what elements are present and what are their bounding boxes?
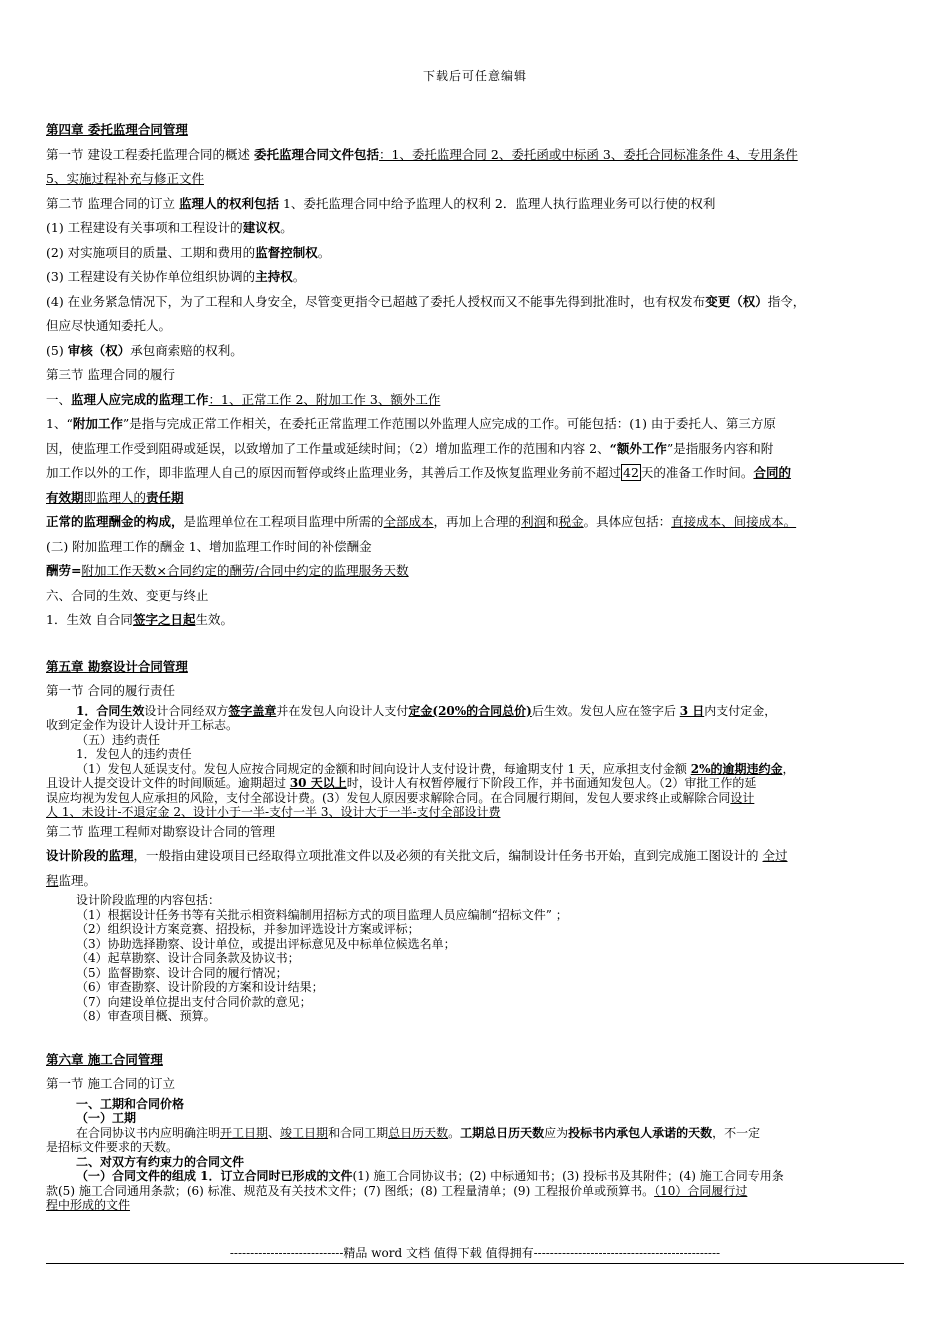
paragraph: 设计阶段监理的内容包括： [76, 893, 221, 907]
document-body [46, 118, 908, 1213]
list-item: （7）向建设单位提出支付合同价款的意见； [76, 994, 312, 1009]
paragraph: (二) 附加监理工作的酬金 1、增加监理工作时间的补偿酬金 [46, 538, 372, 554]
design-supervision-list [46, 908, 908, 1024]
list-item: （2）组织设计方案竞赛、招投标，并参加评选设计方案或评标； [76, 922, 420, 936]
paragraph: 5、实施过程补充与修正文件 [46, 171, 204, 186]
chapter-6-title: 第六章 施工合同管理 [46, 1051, 163, 1067]
paragraph: 且设计人提交设计文件的时间顺延。逾期超过 30 天以上时，设计人有权暂停履行下阶段工作，并书面通知发包人。（2）审批工作的延 [46, 776, 757, 790]
paragraph: 在合同协议书内应明确注明开工日期、竣工日期和合同工期总日历天数。工期总日历天数应为投标书内承包人承诺的天数，不一定 [76, 1125, 761, 1140]
paragraph: 是招标文件要求的天数。 [46, 1140, 179, 1154]
paragraph: 一、监理人应完成的监理工作：1、正常工作 2、附加工作 3、额外工作 [46, 391, 441, 407]
paragraph: 1．合同生效设计合同经双方签字盖章并在发包人向设计人支付定金(20%的合同总价)后生效。发包人应在签字后 3 日内支付定金， [76, 703, 777, 718]
paragraph: （1）发包人延误支付。发包人应按合同规定的金额和时间向设计人支付设计费，每逾期支付 1 天，应承担支付金额 2%的逾期违约金， [76, 761, 795, 776]
list-item: （8）审查项目概、预算。 [76, 1009, 216, 1023]
list-item: (1) 工程建设有关事项和工程设计的建议权。 [46, 220, 293, 235]
paragraph: 但应尽快通知委托人。 [46, 318, 172, 333]
list-item: （4）起草勘察、设计合同条款及协议书； [76, 951, 300, 965]
chapter-4-title: 第四章 委托监理合同管理 [46, 122, 188, 137]
page-header: 下载后可任意编辑 [422, 69, 527, 83]
section-title: 第三节 监理合同的履行 [46, 367, 175, 382]
section-title: 第二节 监理工程师对勘察设计合同的管理 [46, 823, 275, 839]
paragraph: 二、对双方有约束力的合同文件 [76, 1154, 245, 1169]
list-item: （6）审查勘察、设计阶段的方案和设计结果； [76, 980, 324, 994]
paragraph: （一）合同文件的组成 1．订立合同时已形成的文件(1) 施工合同协议书；(2) 中标通知书；(3) 投标书及其附件；(4) 施工合同专用条 [76, 1169, 784, 1183]
paragraph: 程监理。 [46, 872, 97, 888]
paragraph: 人 1、未设计-不退定金 2、设计小于一半-支付一半 3、设计大于一半-支付全部设计费 [46, 805, 501, 819]
paragraph: 收到定金作为设计人设计开工标志。 [46, 718, 239, 732]
chapter-5-title: 第五章 勘察设计合同管理 [46, 658, 188, 674]
list-item: （1）根据设计任务书等有关批示相资料编制用招标方式的项目监理人员应编制“招标文件” ； [76, 907, 568, 922]
paragraph: 误应均视为发包人应承担的风险，支付全部设计费。(3）发包人原因要求解除合同。在合同履行期间，发包人要求终止或解除合同设计 [46, 790, 755, 805]
paragraph: 第二节 监理合同的订立 监理人的权利包括 1、委托监理合同中给予监理人的权利 2．监理人执行监理业务可以行使的权利 [46, 195, 716, 211]
list-item: (2) 对实施项目的质量、工期和费用的监督控制权。 [46, 244, 331, 260]
section-title: 六、合同的生效、变更与终止 [46, 587, 209, 603]
list-item: （5）监督勘察、设计合同的履行情况； [76, 965, 288, 980]
section-title: 第一节 施工合同的订立 [46, 1076, 175, 1091]
paragraph: 1．生效 自合同签字之日起生效。 [46, 612, 233, 627]
paragraph: 设计阶段的监理，一般指由建设项目已经取得立项批准文件以及必须的有关批文后，编制设计任务书开始，直到完成施工图设计的 全过 [46, 848, 788, 863]
paragraph: 正常的监理酬金的构成，是监理单位在工程项目监理中所需的全部成本，再加上合理的利润和税金。具体应包括：直接成本、间接成本。 [46, 514, 797, 529]
formula: 酬劳=附加工作天数×合同约定的酬劳/合同中约定的监理服务天数 [46, 563, 409, 578]
page-footer: ----------------------------精品 word 文档 值得下载 值得拥有---------------------------------------------- [229, 1246, 721, 1260]
list-item: (4) 在业务紧急情况下，为了工程和人身安全，尽管变更指令已超越了委托人授权而又不能事先得到批准时，也有权发布变更（权）指令， [46, 293, 806, 309]
paragraph: 程中形成的文件 [46, 1198, 131, 1212]
paragraph: 第一节 建设工程委托监理合同的概述 委托监理合同文件包括：1、委托监理合同 2、委托函或中标函 3、委托合同标准条件 4、专用条件 [46, 146, 798, 162]
list-item: (3) 工程建设有关协作单位组织协调的主持权。 [46, 269, 306, 284]
list-item: （3）协助选择勘察、设计单位，或提出评标意见及中标单位候选名单； [76, 936, 456, 951]
paragraph: 加工作以外的工作，即非监理人自己的原因而暂停或终止监理业务，其善后工作及恢复监理业务前不超过 42 天的准备工作时间。合同的 [46, 465, 791, 480]
section-title: 第一节 合同的履行责任 [46, 683, 175, 698]
paragraph: （一）工期 [76, 1111, 137, 1125]
paragraph: （五）违约责任 [76, 732, 161, 747]
paragraph: 有效期即监理人的责任期 [46, 489, 184, 505]
paragraph: 一、工期和合同价格 [76, 1096, 185, 1111]
list-item: (5) 审核（权）承包商索赔的权利。 [46, 342, 243, 358]
paragraph: 1．发包人的违约责任 [76, 747, 192, 761]
paragraph: 1、“附加工作”是指与完成正常工作相关，在委托正常监理工作范围以外监理人应完成的工作。可能包括：(1) 由于委托人、第三方原 [46, 416, 776, 431]
boxed-number: 42 [623, 465, 639, 480]
footer-divider [46, 1263, 904, 1264]
paragraph: 款(5) 施工合同通用条款；(6) 标准、规范及有关技术文件；(7) 图纸；(8) 工程量清单；(9) 工程报价单或预算书。（10）合同履行过 [46, 1183, 748, 1198]
paragraph: 因，使监理工作受到阻碍或延误，以致增加了工作量或延续时间；（2）增加监理工作的范围和内容 2、“额外工作”是指服务内容和附 [46, 440, 774, 456]
